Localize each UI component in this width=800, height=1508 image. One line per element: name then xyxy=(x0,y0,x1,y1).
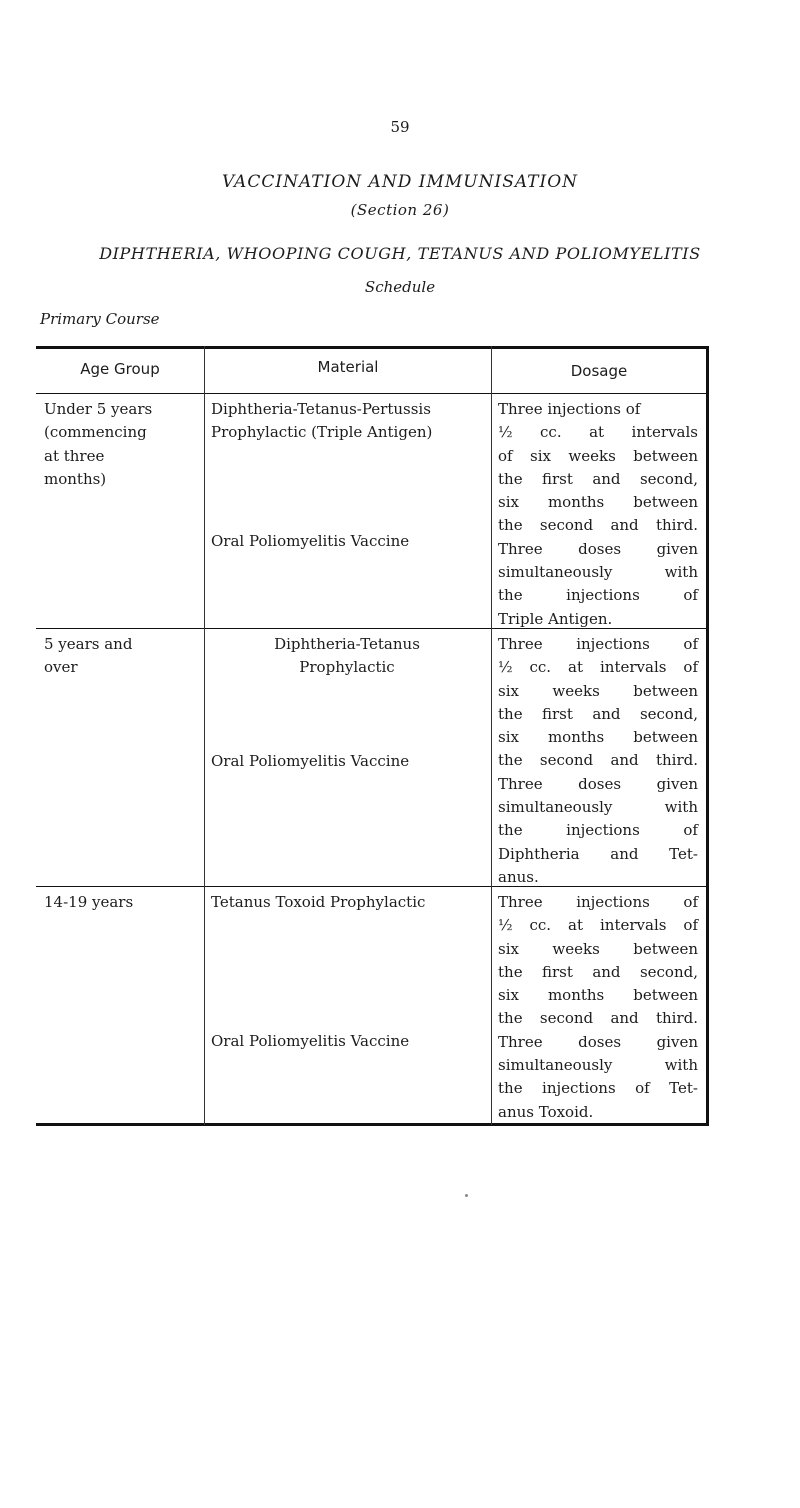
schedule-label: Schedule xyxy=(364,278,436,296)
dosage-line: six months between xyxy=(498,493,698,512)
dosage-line: ½ cc. at intervals xyxy=(498,423,698,442)
header-material: Material xyxy=(317,358,379,376)
dosage-line: simultaneously with xyxy=(498,798,698,817)
age-line: 5 years and xyxy=(44,635,133,653)
dosage-line: the injections of xyxy=(498,821,698,840)
dosage-line: Three injections of xyxy=(498,635,698,653)
dosage-line: the first and second, xyxy=(498,962,698,981)
row-1-material-oral-vaccine: Oral Poliomyelitis Vaccine xyxy=(211,532,410,550)
column-divider xyxy=(204,346,205,1125)
row-3-age-group xyxy=(44,891,198,914)
dosage-line: six months between xyxy=(498,986,698,1005)
schedule-heading: DIPHTHERIA, WHOOPING COUGH, TETANUS AND POLIOMYELITIS xyxy=(99,244,701,263)
dosage-line: the second and third. xyxy=(498,516,698,535)
dosage-line: simultaneously with xyxy=(498,1056,698,1075)
table-right-border xyxy=(706,346,709,1126)
header-rule xyxy=(36,393,709,394)
row-3-dosage xyxy=(498,891,698,1124)
dosage-line: six months between xyxy=(498,728,698,747)
material-line: Prophylactic xyxy=(299,658,395,677)
age-line: 14-19 years xyxy=(44,893,134,911)
document-title: VACCINATION AND IMMUNISATION xyxy=(221,172,579,192)
dosage-line: of six weeks between xyxy=(498,446,698,465)
row-2-age-group xyxy=(44,633,198,680)
dosage-line: ½ cc. at intervals of xyxy=(498,916,698,935)
vaccination-schedule-table xyxy=(36,346,709,1508)
dosage-line: the second and third. xyxy=(498,1009,698,1028)
row-3-material-oral-vaccine: Oral Poliomyelitis Vaccine xyxy=(211,1032,410,1050)
header-age-group: Age Group xyxy=(80,360,160,378)
dosage-line: anus Toxoid. xyxy=(498,1102,594,1121)
material-line: Diphtheria-Tetanus xyxy=(274,635,420,653)
column-divider xyxy=(491,346,492,1125)
row-1-age-group xyxy=(44,398,198,491)
dosage-line: the second and third. xyxy=(498,751,698,770)
dosage-line: the first and second, xyxy=(498,704,698,723)
age-line: over xyxy=(44,658,78,677)
age-line: (commencing xyxy=(44,423,147,442)
material-line: Diphtheria-Tetanus-Pertussis xyxy=(211,400,431,418)
print-speck xyxy=(465,1194,468,1197)
header-dosage: Dosage xyxy=(570,362,628,380)
dosage-line: the injections of Tet- xyxy=(498,1079,698,1098)
table-top-rule xyxy=(36,346,709,349)
dosage-line: Diphtheria and Tet- xyxy=(498,844,698,863)
dosage-line: ½ cc. at intervals of xyxy=(498,658,698,677)
age-line: at three xyxy=(44,446,105,465)
age-line: Under 5 years xyxy=(44,400,153,418)
course-label: Primary Course xyxy=(40,310,160,328)
page-number: 59 xyxy=(390,118,410,136)
material-line: Prophylactic (Triple Antigen) xyxy=(211,423,433,442)
row-1-material-primary xyxy=(211,398,483,445)
row-3-material-primary xyxy=(211,891,483,914)
dosage-line: Three injections of xyxy=(498,400,641,418)
row-1-dosage xyxy=(498,398,698,631)
row-2-dosage xyxy=(498,633,698,889)
dosage-line: anus. xyxy=(498,867,539,886)
dosage-line: the injections of xyxy=(498,586,698,605)
material-line: Tetanus Toxoid Prophylactic xyxy=(211,893,426,911)
dosage-line: Three doses given xyxy=(498,774,698,793)
section-reference: (Section 26) xyxy=(350,201,450,219)
dosage-line: six weeks between xyxy=(498,681,698,700)
dosage-line: Three injections of xyxy=(498,893,698,911)
dosage-line: six weeks between xyxy=(498,939,698,958)
row-2-material-oral-vaccine: Oral Poliomyelitis Vaccine xyxy=(211,752,410,770)
dosage-line: Three doses given xyxy=(498,539,698,558)
dosage-line: the first and second, xyxy=(498,469,698,488)
dosage-line: Three doses given xyxy=(498,1032,698,1051)
dosage-line: simultaneously with xyxy=(498,563,698,582)
age-line: months) xyxy=(44,469,107,488)
row-2-material-primary xyxy=(211,633,483,680)
dosage-line: Triple Antigen. xyxy=(498,609,613,628)
